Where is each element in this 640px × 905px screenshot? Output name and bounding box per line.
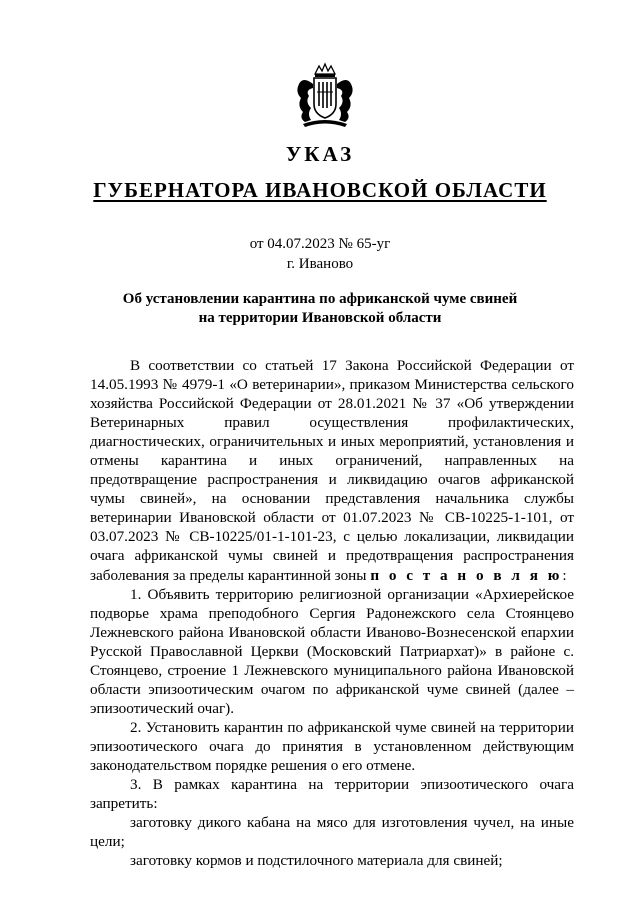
decree-word: п о с т а н о в л я ю [370,566,563,584]
item-3-paragraph: 3. В рамках карантина на территории эпизоотического очага запретить: [90,776,574,813]
document-city: г. Иваново [286,256,354,272]
item-3b-paragraph: заготовку кормов и подстилочного материала для свиней; [130,852,503,870]
document-subject-line-1: Об установлении карантина по африканской чуме свиней [122,291,518,307]
document-type-heading: УКАЗ [285,142,355,166]
issuer-heading: ГУБЕРНАТОРА ИВАНОВСКОЙ ОБЛАСТИ [93,178,547,202]
document-body [90,356,574,870]
document-subject-line-2: на территории Ивановской области [198,310,442,326]
item-3a-paragraph: заготовку дикого кабана на мясо для изготовления чучел, на иные цели; [90,814,574,851]
document-date-number: от 04.07.2023 № 65-уг [249,236,391,252]
item-2-paragraph: 2. Установить карантин по африканской чуме свиней на территории эпизоотического очага до принятия в установленном действующим законодательством порядке решения о его отмене. [90,718,574,774]
coat-of-arms-icon [293,62,357,128]
item-1-paragraph: 1. Объявить территорию религиозной организации «Архиерейское подворье храма преподобного Сергия Радонежского села Стоянцево Лежневского района Ивановской области Иваново-Вознесенской епархии Русской Православной Церкви (Московский Патриархат)» в районе с. Стоянцево, строение 1 Лежневского муниципального района Ивановской области эпизоотическим очагом по африканской чуме свиней (далее – эпизоотический очаг). [90,585,574,717]
preamble-paragraph: В соответствии со статьей 17 Закона Российской Федерации от 14.05.1993 № 4979-1 «О ветеринарии», приказом Министерства сельского хозяйства Российской Федерации от 28.01.2021 № 37 «Об утверждении Ветеринарных правил осуществления профилактических, диагностических, ограничительных и иных мероприятий, установления и отмены карантина и иных ограничений, направленных на предотвращение распространения и ликвидацию очагов африканской чумы свиней», на основании представления начальника службы ветеринарии Ивановской области от 01.07.2023 № СВ-10225-1-101, от 03.07.2023 № СВ-10225/01-1-101-23, с целью локализации, ликвидации очага африканской чумы свиней и предотвращения распространения заболевания за пределы карантинной зоны п о с т а н о в л я ю: [90,357,574,584]
